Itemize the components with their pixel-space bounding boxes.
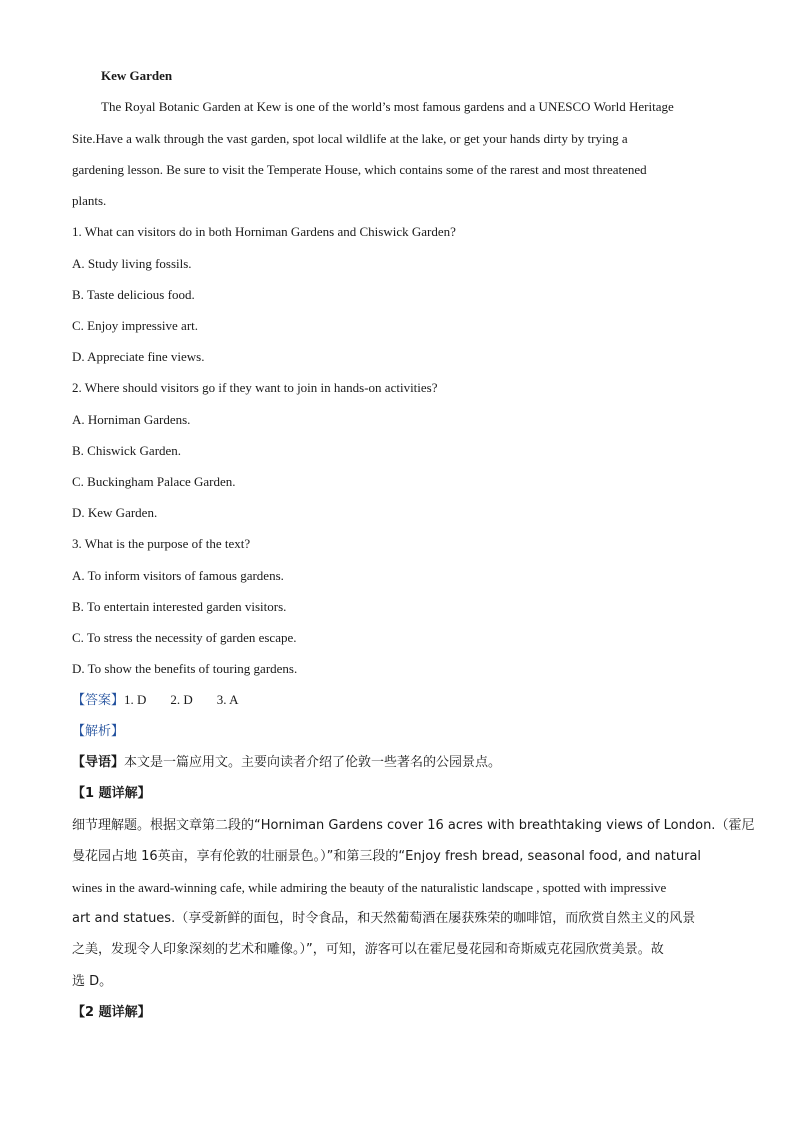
passage-title: Kew Garden xyxy=(101,68,173,83)
question-option: D. Appreciate fine views. xyxy=(72,349,205,364)
q1-detail-line: 之美，发现令人印象深刻的艺术和雕像。）”，可知，游客可以在霍尼曼花园和奇斯威克花园欣赏美景。故 xyxy=(72,942,664,957)
passage-line: plants. xyxy=(72,193,107,208)
question-stem: 1. What can visitors do in both Horniman Gardens and Chiswick Garden? xyxy=(72,224,456,239)
q1-detail-line: 细节理解题。根据文章第二段的“Horniman Gardens cover 16 acres with breathtaking views of London.（霍尼 xyxy=(72,818,755,833)
guide-line xyxy=(72,755,501,771)
answer-3: 3. A xyxy=(216,692,239,707)
question-option: B. To entertain interested garden visitors. xyxy=(72,599,287,614)
question-option: C. Buckingham Palace Garden. xyxy=(72,474,236,489)
question-option: B. Taste delicious food. xyxy=(72,287,195,302)
guide-tag: 【导语】 xyxy=(72,755,125,770)
guide-text: 本文是一篇应用文。主要向读者介绍了伦敦一些著名的公园景点。 xyxy=(124,755,502,770)
passage-line: gardening lesson. Be sure to visit the Temperate House, which contains some of the rarest and most threatened xyxy=(72,162,647,177)
answer-tag: 【答案】 xyxy=(72,693,125,708)
question-option: A. To inform visitors of famous gardens. xyxy=(72,568,284,583)
analysis-tag: 【解析】 xyxy=(72,724,125,739)
q1-heading: 【1 题详解】 xyxy=(72,786,151,801)
question-option: A. Horniman Gardens. xyxy=(72,412,191,427)
question-option: C. To stress the necessity of garden escape. xyxy=(72,630,297,645)
question-option: C. Enjoy impressive art. xyxy=(72,318,199,333)
question-stem: 3. What is the purpose of the text? xyxy=(72,536,251,551)
q1-detail-line: art and statues.（享受新鲜的面包，时令食品，和天然葡萄酒在屡获殊荣的咖啡馆，而欣赏自然主义的风景 xyxy=(72,911,696,926)
passage-line: The Royal Botanic Garden at Kew is one of the world’s most famous gardens and a UNESCO World Heritage xyxy=(101,99,674,114)
q1-detail-line: 曼花园占地 16英亩，享有伦敦的壮丽景色。）”和第三段的“Enjoy fresh bread, seasonal food, and natural xyxy=(72,849,702,864)
answer-2: 2. D xyxy=(170,692,193,707)
question-option: D. Kew Garden. xyxy=(72,505,158,520)
answer-line xyxy=(72,692,238,709)
q2-heading: 【2 题详解】 xyxy=(72,1005,151,1020)
q1-detail-line: wines in the award-winning cafe, while admiring the beauty of the naturalistic landscape , spotted with impressive xyxy=(72,880,667,895)
question-stem: 2. Where should visitors go if they want to join in hands-on activities? xyxy=(72,380,438,395)
question-option: B. Chiswick Garden. xyxy=(72,443,182,458)
question-option: D. To show the benefits of touring gardens. xyxy=(72,661,298,676)
answer-1: 1. D xyxy=(124,692,147,707)
question-option: A. Study living fossils. xyxy=(72,256,192,271)
q1-detail-line: 选 D。 xyxy=(72,974,113,989)
passage-line: Site.Have a walk through the vast garden, spot local wildlife at the lake, or get your hands dirty by trying a xyxy=(72,131,628,146)
